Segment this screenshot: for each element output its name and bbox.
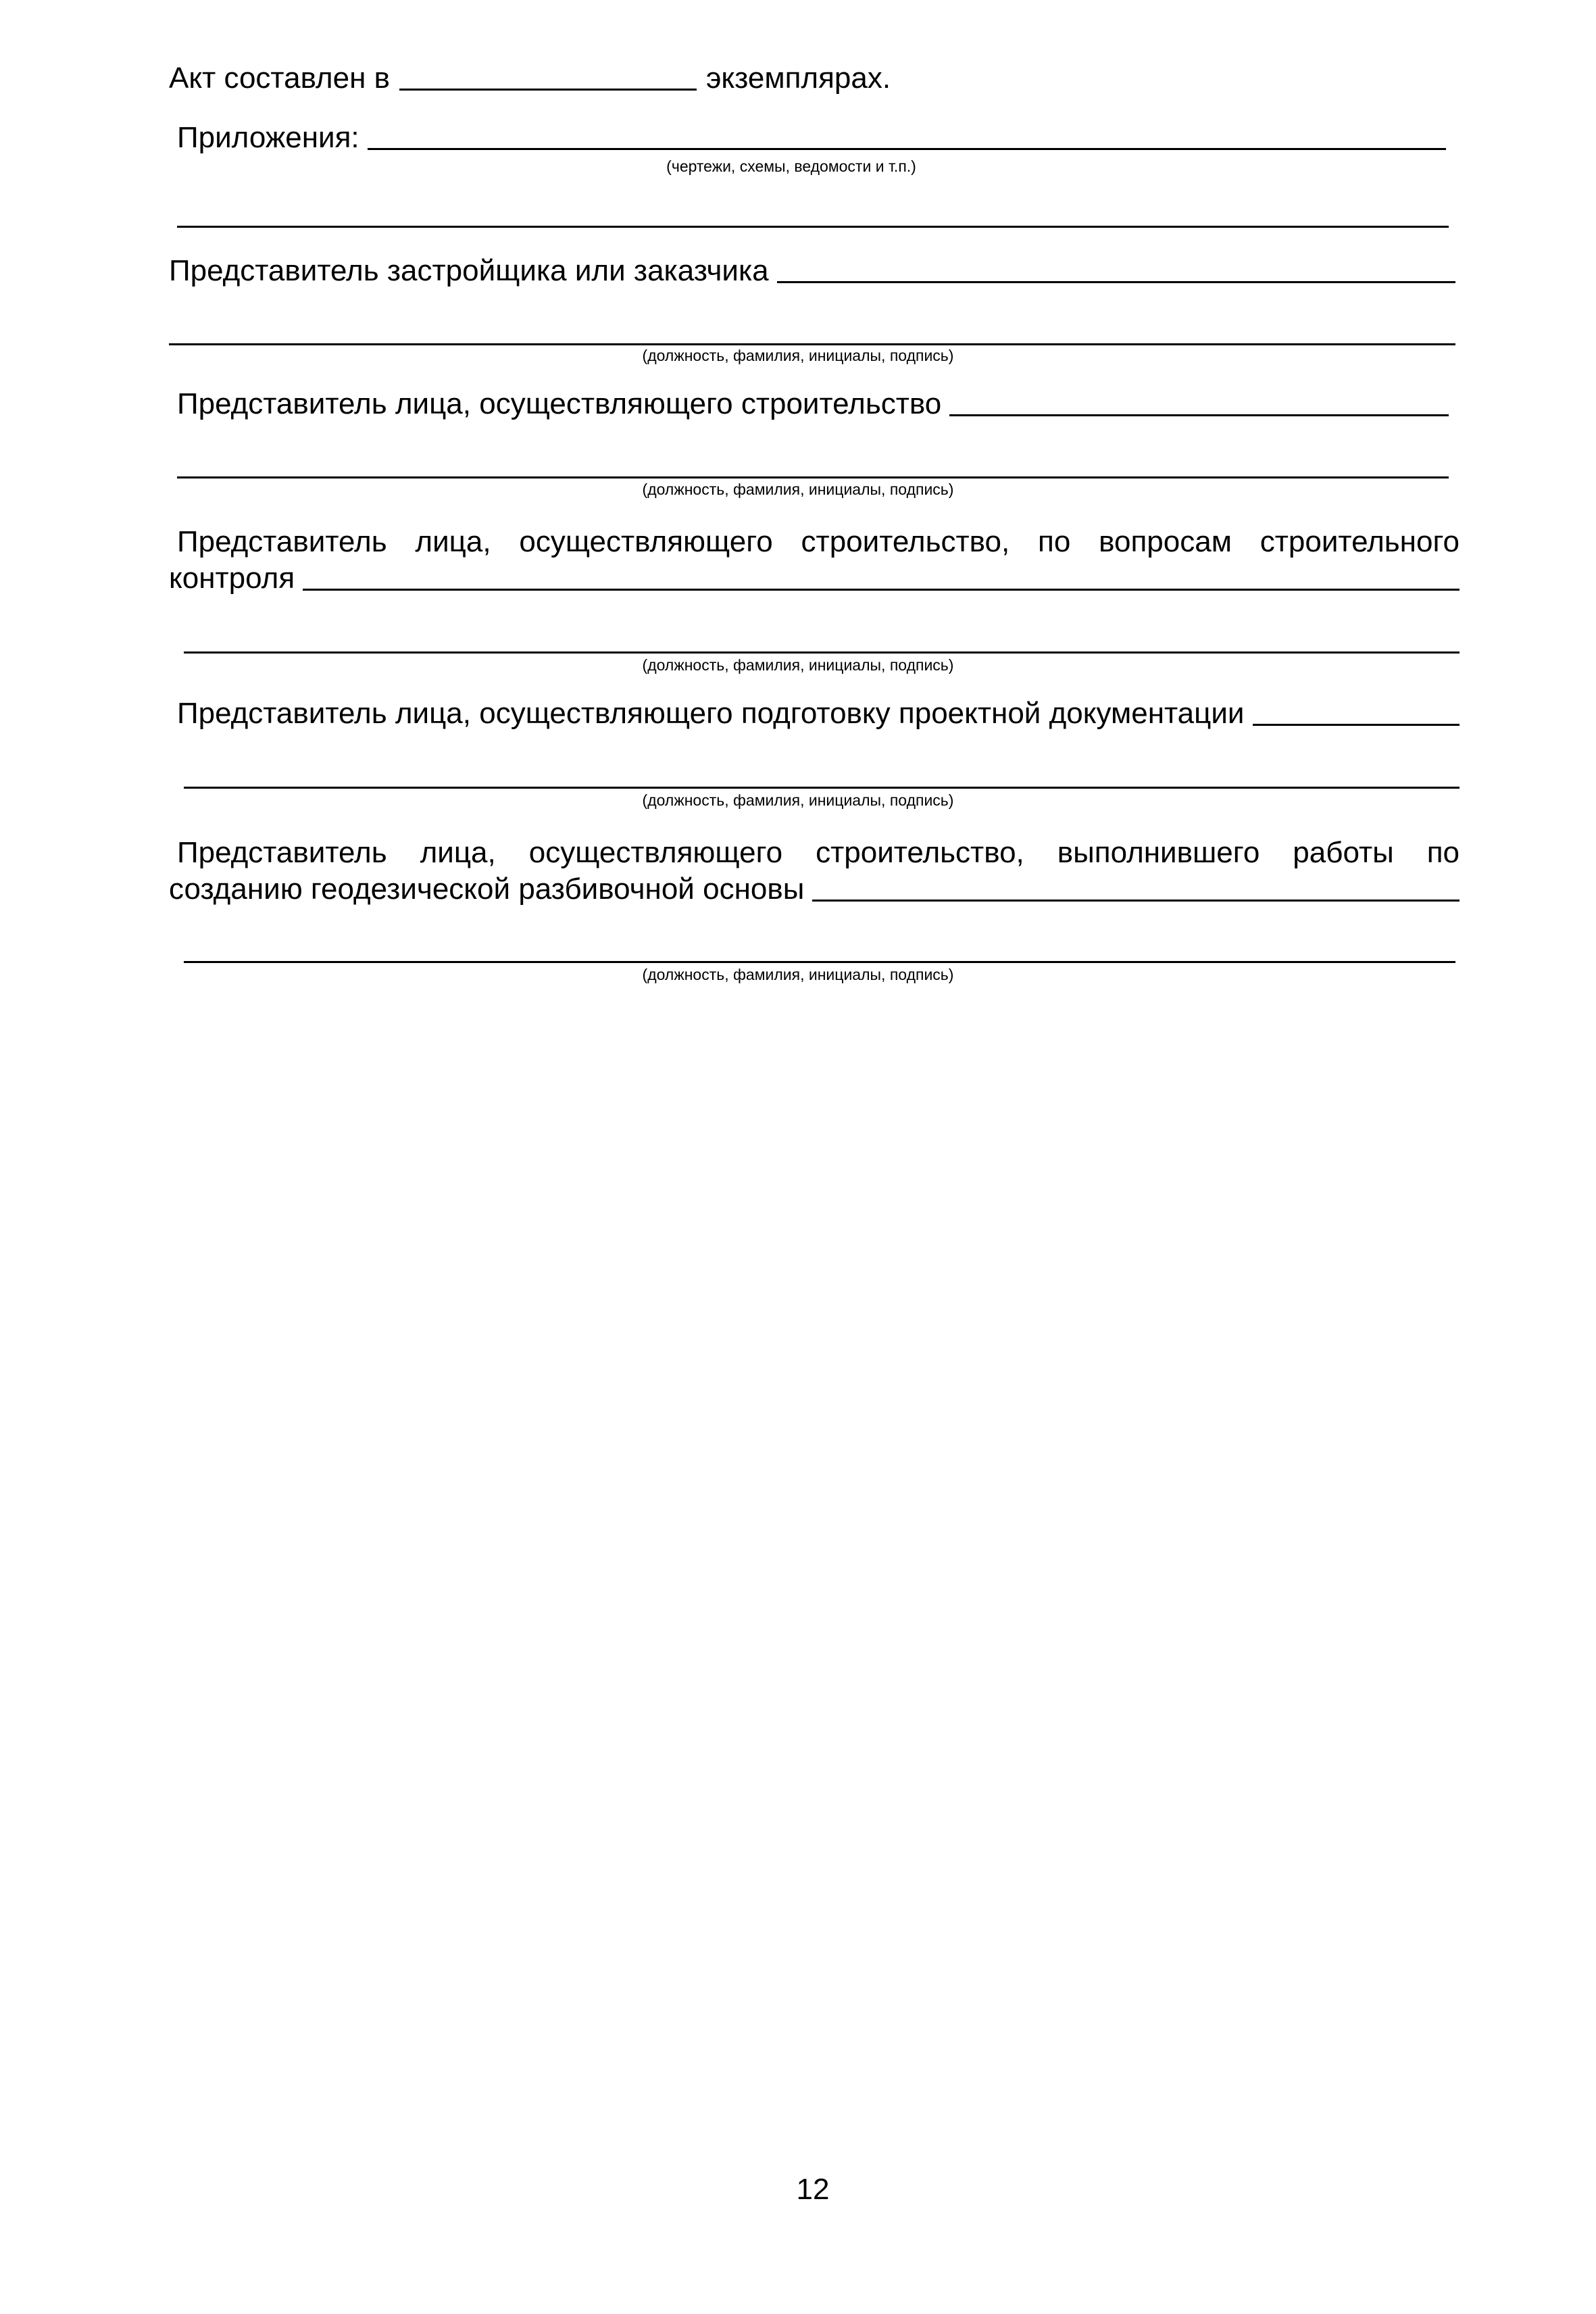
- customer-rep-label: Представитель застройщика или заказчика: [169, 254, 769, 287]
- design-rep-caption: (должность, фамилия, инициалы, подпись): [642, 791, 954, 809]
- design-rep-blank-2[interactable]: [184, 787, 1460, 789]
- builder-rep-caption: (должность, фамилия, инициалы, подпись): [642, 481, 954, 498]
- attachments-row: [177, 120, 1446, 155]
- control-rep-row: [169, 561, 1460, 596]
- geodesy-rep-label: созданию геодезической разбивочной основы: [169, 872, 805, 906]
- geodesy-rep-line1: Представитель лица, осуществляющего строительство, выполнившего работы по: [177, 836, 1460, 869]
- page-number: 12: [796, 2173, 830, 2206]
- geodesy-rep-blank[interactable]: [812, 900, 1460, 902]
- control-rep-blank[interactable]: [303, 589, 1460, 591]
- design-rep-row: [177, 696, 1460, 731]
- design-rep-blank[interactable]: [1253, 724, 1460, 726]
- builder-rep-row: [177, 387, 1449, 422]
- builder-rep-blank-2[interactable]: [177, 476, 1449, 478]
- copies-count-blank[interactable]: [399, 89, 697, 91]
- act-copies-prefix: Акт составлен в: [169, 61, 390, 95]
- control-rep-line1: Представитель лица, осуществляющего строительство, по вопросам строительного: [177, 525, 1460, 558]
- customer-rep-blank[interactable]: [777, 281, 1455, 283]
- control-rep-label: контроля: [169, 562, 295, 595]
- attachments-blank[interactable]: [368, 148, 1446, 150]
- geodesy-rep-caption: (должность, фамилия, инициалы, подпись): [642, 966, 954, 983]
- design-rep-label: Представитель лица, осуществляющего подготовку проектной документации: [177, 697, 1245, 730]
- builder-rep-label: Представитель лица, осуществляющего строительство: [177, 387, 942, 420]
- attachments-blank-2[interactable]: [177, 226, 1449, 228]
- act-copies-row: [169, 61, 891, 96]
- geodesy-rep-blank-2[interactable]: [184, 961, 1455, 963]
- control-rep-blank-2[interactable]: [184, 651, 1460, 654]
- customer-rep-row: [169, 253, 1455, 289]
- control-rep-caption: (должность, фамилия, инициалы, подпись): [642, 656, 954, 674]
- attachments-caption: (чертежи, схемы, ведомости и т.п.): [666, 157, 916, 175]
- geodesy-rep-row: [169, 872, 1460, 907]
- attachments-label: Приложения:: [177, 121, 359, 154]
- customer-rep-caption: (должность, фамилия, инициалы, подпись): [642, 347, 954, 364]
- customer-rep-blank-2[interactable]: [169, 343, 1455, 345]
- act-copies-suffix: экземплярах.: [705, 61, 891, 95]
- builder-rep-blank[interactable]: [949, 414, 1449, 416]
